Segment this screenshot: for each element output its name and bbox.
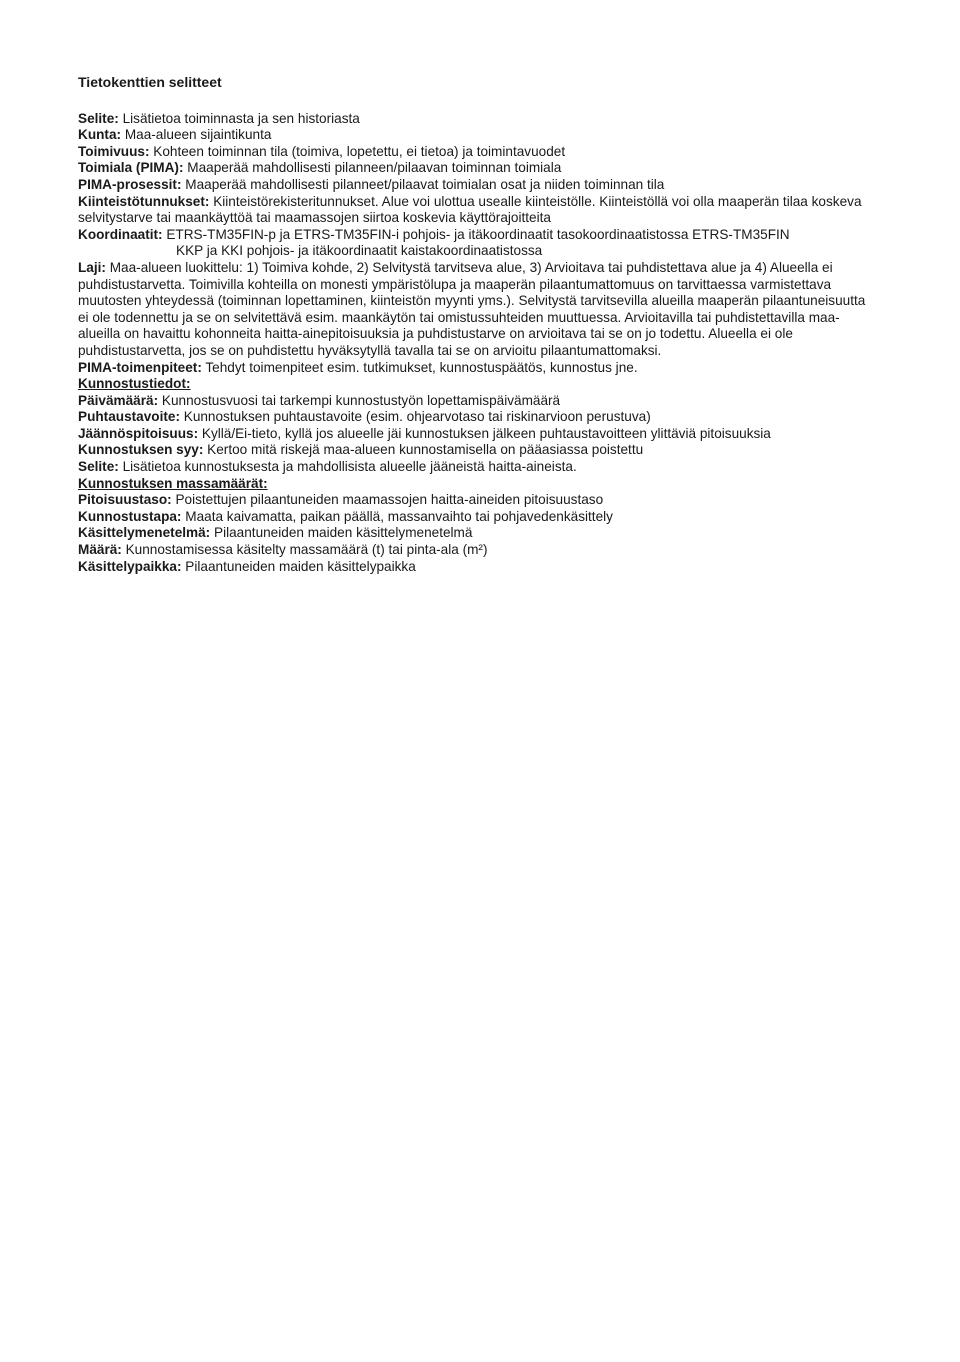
field-description: Pilaantuneiden maiden käsittelypaikka [185,558,416,574]
field-kasittelypaikka [78,559,878,576]
field-term: PIMA-prosessit: [78,176,182,192]
section-heading-massamaarat: Kunnostuksen massamäärät: [78,475,268,491]
field-description: Kyllä/Ei-tieto, kyllä jos alueelle jäi kunnostuksen jälkeen puhtaustavoitteen ylittäviä pitoisuuksia [201,425,771,441]
field-pima-prosessit [78,177,878,194]
field-description: Lisätietoa toiminnasta ja sen historiasta [122,110,360,126]
field-description: Kohteen toiminnan tila (toimiva, lopetettu, ei tietoa) ja toimintavuodet [153,143,566,159]
field-kiinteistotunnukset [78,194,878,227]
field-description: Poistettujen pilaantuneiden maamassojen haitta-aineiden pitoisuustaso [175,492,604,508]
field-selite [78,111,878,128]
field-term: Laji: [78,259,106,275]
field-kunta [78,127,878,144]
field-toimiala [78,160,878,177]
field-term: Toimiala (PIMA): [78,160,184,176]
field-description: Pilaantuneiden maiden käsittelymenetelmä [214,525,473,541]
field-toimivuus [78,144,878,161]
field-pima-toimenpiteet [78,360,878,377]
field-description: Maa-alueen sijaintikunta [124,127,272,143]
field-term: Selite: [78,459,119,475]
field-term: Kunnostuksen syy: [78,442,204,458]
field-description: Kunnostamisessa käsitelty massamäärä (t) tai pinta-ala (m²) [125,542,488,558]
field-term: Toimivuus: [78,143,150,159]
field-term: Kunnostustapa: [78,508,182,524]
field-term: Pitoisuustaso: [78,492,172,508]
field-selite-kunnostus [78,459,878,476]
field-puhtaustavoite [78,409,878,426]
field-koordinaatit [78,227,878,260]
field-maara [78,542,878,559]
field-description: Tehdyt toimenpiteet esim. tutkimukset, kunnostuspäätös, kunnostus jne. [205,359,638,375]
field-description: Kunnostusvuosi tai tarkempi kunnostustyön lopettamispäivämäärä [161,392,561,408]
field-term: Kiinteistötunnukset: [78,193,210,209]
field-description: Maata kaivamatta, paikan päällä, massanvaihto tai pohjavedenkäsittely [185,508,613,524]
field-description: Maa-alueen luokittelu: 1) Toimiva kohde, 2) Selvitystä tarvitseva alue, 3) Arvioitava tai puhdistettava alue ja 4) Alueella ei puhdistustarvetta. Toimivilla kohteilla on monesti ympäristölupa ja maaperän pilaantumattomuus on tarvittaessa varmistettava muutosten yhteydessä (toiminnan lopettaminen, kiinteistön myynti yms.). Selvitystä tarvitsevilla alueilla maaperän pilaantuneisuutta ei ole todennettu ja se on selvitettävä esim. maankäytön tai omistussuhteiden muuttuessa. Arvioitavilla tai puhdistettavilla maa-alueilla on havaittu kohonneita haitta-ainepitoisuuksia ja puhdistustarve on arvioitava tai se on jo todettu. Alueella ei ole puhdistustarvetta, jos se on puhdistettu hyväksytyllä tavalla tai se on arvioitu pilaantumattomaksi. [78,259,866,358]
document-page [78,74,878,575]
field-pitoisuustaso [78,492,878,509]
field-kunnostuksen-syy [78,442,878,459]
field-description: Maaperää mahdollisesti pilanneet/pilaavat toimialan osat ja niiden toiminnan tila [185,176,665,192]
field-term: Selite: [78,110,119,126]
field-paivamaara [78,393,878,410]
field-term: Jäännöspitoisuus: [78,425,199,441]
field-description: ETRS-TM35FIN-p ja ETRS-TM35FIN-i pohjois- ja itäkoordinaatit tasokoordinaatistossa ETRS-TM35FIN [166,226,790,242]
field-laji [78,260,878,360]
field-term: Kunta: [78,127,122,143]
field-term: Käsittelypaikka: [78,558,182,574]
field-term: PIMA-toimenpiteet: [78,359,202,375]
field-kasittelymenetelma [78,525,878,542]
field-jaannospitoisuus [78,426,878,443]
field-term: Käsittelymenetelmä: [78,525,211,541]
field-term: Päivämäärä: [78,392,159,408]
field-description: Kunnostuksen puhtaustavoite (esim. ohjearvotaso tai riskinarvioon perustuva) [183,409,651,425]
field-term: Koordinaatit: [78,226,163,242]
document-title: Tietokenttien selitteet [78,74,222,90]
section-heading-kunnostustiedot: Kunnostustiedot: [78,376,191,392]
field-description: Maaperää mahdollisesti pilanneen/pilaavan toiminnan toimiala [187,160,562,176]
field-description: Lisätietoa kunnostuksesta ja mahdollisista alueelle jääneistä haitta-aineista. [122,459,577,475]
field-term: Puhtaustavoite: [78,409,180,425]
field-description: Kiinteistörekisteritunnukset. Alue voi ulottua usealle kiinteistölle. Kiinteistöllä voi olla maaperän tilaa koskeva selvitystarve tai maankäyttöä tai maamassojen siirtoa koskevia käyttörajoitteita [78,193,862,226]
field-term: Määrä: [78,542,122,558]
field-kunnostustapa [78,509,878,526]
field-description: Kertoo mitä riskejä maa-alueen kunnostamisella on pääasiassa poistettu [207,442,644,458]
field-description-extra: KKP ja KKI pohjois- ja itäkoordinaatit kaistakoordinaatistossa [176,243,543,259]
